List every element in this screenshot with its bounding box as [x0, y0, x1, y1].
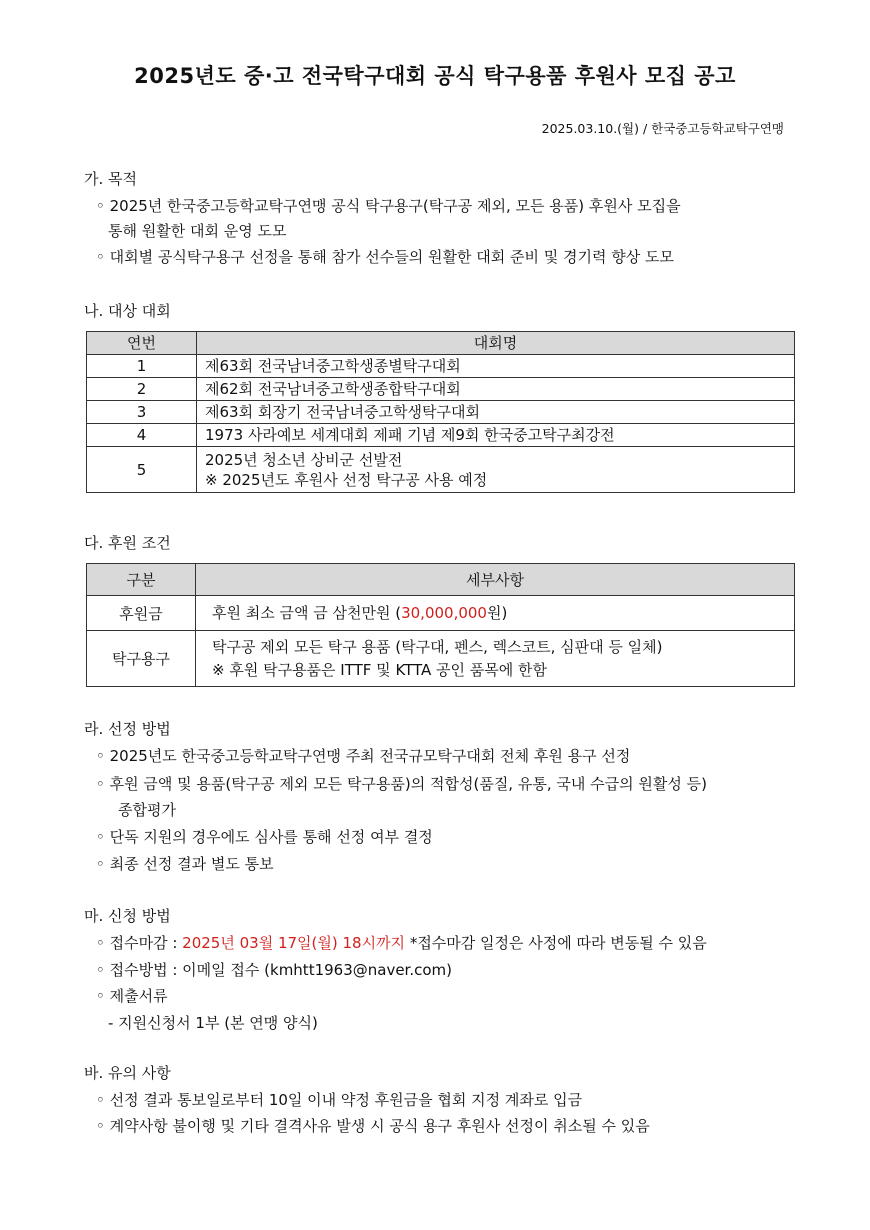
document-title: 2025년도 중·고 전국탁구대회 공식 탁구용품 후원사 모집 공고: [134, 64, 736, 88]
purpose-item-2: ◦ 대회별 공식탁구용구 선정을 통해 참가 선수들의 원활한 대회 준비 및 경기력 향상 도모: [96, 248, 674, 266]
deadline-note: *접수마감 일정은 사정에 따라 변동될 수 있음: [405, 934, 707, 952]
col-header-no: 연번: [87, 332, 197, 355]
notes-item-2: ◦ 계약사항 불이행 및 기타 결격사유 발생 시 공식 용구 후원사 선정이 취소될 수 있음: [96, 1117, 650, 1135]
row-no: 3: [87, 401, 197, 424]
selection-item-1: ◦ 2025년도 한국중고등학교탁구연맹 주최 전국규모탁구대회 전체 후원 용구 선정: [96, 747, 631, 765]
selection-item-3: ◦ 단독 지원의 경우에도 심사를 통해 선정 여부 결정: [96, 828, 433, 846]
row-name-cell: [197, 447, 795, 493]
row-detail: [196, 631, 795, 687]
sponsor-amount: 30,000,000: [401, 603, 487, 622]
detail-line-2: ※ 후원 탁구용품은 ITTF 및 KTTA 공인 품목에 한함: [212, 660, 548, 679]
detail-text-end: 원): [486, 603, 508, 622]
section-application-heading: 마. 신청 방법: [84, 907, 171, 925]
row-no: 1: [87, 355, 197, 378]
deadline-date: 2025년 03월 17일(월) 18시까지: [182, 934, 406, 952]
row-name: 제63회 전국남녀중고학생종별탁구대회: [197, 355, 795, 378]
table-header-row: [87, 564, 795, 596]
row-name: 1973 사라예보 세계대회 제패 기념 제9회 한국중고탁구최강전: [197, 424, 795, 447]
deadline-label: ◦ 접수마감 :: [96, 934, 183, 952]
method-line: ◦ 접수방법 : 이메일 접수 (kmhtt1963@naver.com): [96, 961, 452, 979]
section-selection-heading: 라. 선정 방법: [84, 720, 171, 738]
purpose-item-1: ◦ 2025년 한국중고등학교탁구연맹 공식 탁구용구(탁구공 제외, 모든 용품) 후원사 모집을: [96, 197, 681, 215]
col-header-type: 구분: [87, 564, 196, 596]
table-row: [87, 596, 795, 631]
documents-line: ◦ 제출서류: [96, 987, 168, 1005]
table-row: [87, 424, 795, 447]
row-no: 4: [87, 424, 197, 447]
col-header-name: 대회명: [197, 332, 795, 355]
table-row: [87, 631, 795, 687]
conditions-table: [86, 563, 795, 687]
section-purpose-heading: 가. 목적: [84, 170, 138, 188]
table-row: [87, 355, 795, 378]
deadline-line: [96, 932, 707, 953]
purpose-item-1-cont: 통해 원활한 대회 운영 도모: [108, 222, 287, 240]
document-item: - 지원신청서 1부 (본 연맹 양식): [108, 1014, 318, 1032]
table-row: [87, 378, 795, 401]
table-row: [87, 401, 795, 424]
section-conditions-heading: 다. 후원 조건: [84, 534, 171, 552]
col-header-detail: 세부사항: [196, 564, 795, 596]
notes-item-1: ◦ 선정 결과 통보일로부터 10일 이내 약정 후원금을 협회 지정 계좌로 입금: [96, 1091, 583, 1109]
table-header-row: [87, 332, 795, 355]
row-name: 제62회 전국남녀중고학생종합탁구대회: [197, 378, 795, 401]
row-no: 5: [87, 447, 197, 493]
selection-item-4: ◦ 최종 선정 결과 별도 통보: [96, 855, 274, 873]
tournament-table: [86, 331, 795, 493]
row-no: 2: [87, 378, 197, 401]
row-name: 제63회 회장기 전국남녀중고학생탁구대회: [197, 401, 795, 424]
table-row: [87, 447, 795, 493]
date-issuer: 2025.03.10.(월) / 한국중고등학교탁구연맹: [541, 121, 784, 136]
selection-item-2: ◦ 후원 금액 및 용품(탁구공 제외 모든 탁구용품)의 적합성(품질, 유통, 국내 수급의 원활성 등): [96, 775, 707, 793]
row-type: 탁구용구: [87, 631, 196, 687]
row-detail: [196, 596, 795, 631]
row-type: 후원금: [87, 596, 196, 631]
row-name: 2025년 청소년 상비군 선발전: [205, 450, 403, 469]
detail-line-1: 탁구공 제외 모든 탁구 용품 (탁구대, 펜스, 렉스코트, 심판대 등 일체): [212, 637, 663, 656]
section-target-heading: 나. 대상 대회: [84, 302, 171, 320]
section-notes-heading: 바. 유의 사항: [84, 1064, 171, 1082]
selection-item-2-cont: 종합평가: [118, 801, 176, 819]
detail-text: 후원 최소 금액 금 삼천만원 (: [212, 603, 402, 622]
row-note: ※ 2025년도 후원사 선정 탁구공 사용 예정: [205, 470, 488, 489]
